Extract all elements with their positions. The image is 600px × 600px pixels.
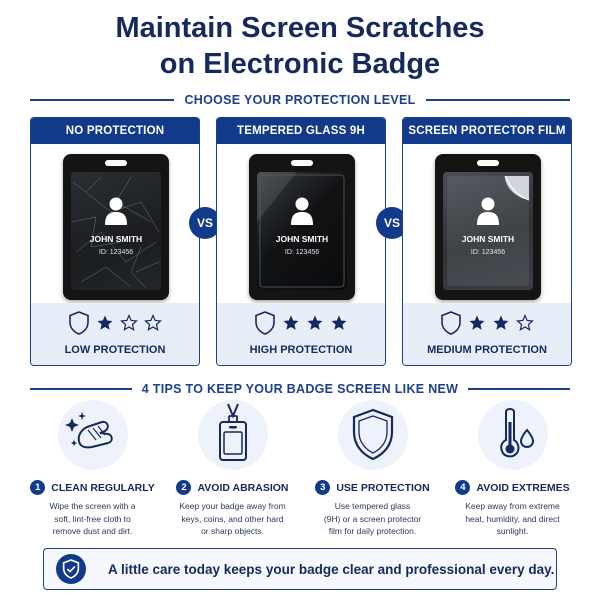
tips-section-heading-text: 4 TIPS TO KEEP YOUR BADGE SCREEN LIKE NEW — [141, 382, 459, 396]
banner-icon-circle — [56, 554, 86, 584]
tip-heading — [305, 480, 440, 495]
tip-line: (9H) or a screen protector — [323, 513, 422, 524]
badge-name: JOHN SMITH — [275, 234, 329, 244]
glass-reflection — [257, 172, 347, 290]
shield-outline-icon — [254, 311, 276, 335]
card-image — [217, 144, 385, 304]
film-overlay — [443, 172, 533, 290]
rating-panel — [217, 303, 385, 365]
shield-outline-icon — [440, 311, 462, 335]
rating-row — [403, 311, 571, 335]
cleaning-cloth-icon — [58, 400, 128, 470]
card-screen-protector-film — [402, 117, 572, 366]
tip-icon-circle — [198, 400, 268, 470]
tip-icon-circle — [338, 400, 408, 470]
page-title-line-1: Maintain Screen Scratches — [115, 12, 485, 44]
tip-number: 3 — [315, 480, 330, 495]
badge-slot — [291, 160, 313, 166]
star-outline-icon — [144, 314, 162, 332]
badge-id: ID: 123456 — [98, 249, 134, 256]
person-icon — [104, 196, 128, 226]
tip-line: Use tempered glass — [334, 501, 411, 511]
shield-outline-icon — [68, 311, 90, 335]
tip-line: Keep away from extreme — [465, 501, 560, 511]
person-icon — [290, 196, 314, 226]
divider-line — [30, 99, 174, 101]
star-icon — [306, 314, 324, 332]
divider-line — [468, 388, 570, 390]
tip-line: Wipe the screen with a — [49, 501, 136, 511]
protection-section-heading-text: CHOOSE YOUR PROTECTION LEVEL — [184, 93, 416, 107]
card-header: NO PROTECTION — [31, 118, 199, 144]
footer-banner — [43, 548, 557, 590]
badge-holder — [435, 154, 541, 300]
tip-title: CLEAN REGULARLY — [51, 481, 155, 494]
card-image — [31, 144, 199, 304]
star-icon — [96, 314, 114, 332]
tip-description — [309, 500, 436, 538]
star-outline-icon — [120, 314, 138, 332]
tip-description — [449, 500, 576, 538]
shield-check-icon — [62, 559, 80, 579]
tip-line: sunlight. — [496, 526, 529, 536]
rating-label: LOW PROTECTION — [64, 344, 166, 356]
rating-row — [217, 311, 385, 335]
tip-description — [169, 500, 296, 538]
tip-number: 2 — [176, 480, 191, 495]
vs-badge: VS — [189, 207, 221, 239]
tip-heading — [25, 480, 160, 495]
tip-line: or sharp objects. — [201, 526, 264, 536]
star-icon — [282, 314, 300, 332]
badge-lanyard-icon — [198, 400, 268, 470]
star-icon — [330, 314, 348, 332]
badge-holder — [63, 154, 169, 300]
tip-line: Keep your badge away from — [179, 501, 286, 511]
badge-id: ID: 123456 — [284, 249, 320, 256]
tip-line: heat, humidity, and direct — [465, 513, 560, 524]
shield-icon — [338, 400, 408, 470]
tips-section-heading — [30, 381, 570, 397]
tip-number: 4 — [455, 480, 470, 495]
badge-screen-film — [443, 172, 533, 290]
divider-line — [426, 99, 570, 101]
card-image — [403, 144, 571, 304]
card-header: SCREEN PROTECTOR FILM — [403, 118, 571, 144]
tip-heading — [165, 480, 300, 495]
tip-title: AVOID EXTREMES — [476, 481, 570, 494]
tip-description — [29, 500, 156, 538]
rating-label: MEDIUM PROTECTION — [427, 344, 547, 356]
divider-line — [30, 388, 132, 390]
page-title-line-2: on Electronic Badge — [159, 48, 441, 80]
badge-holder — [249, 154, 355, 300]
star-outline-icon — [516, 314, 534, 332]
thermometer-droplet-icon — [478, 400, 548, 470]
card-no-protection — [30, 117, 200, 366]
banner-text: A little care today keeps your badge clear and professional every day. — [108, 561, 555, 577]
tip-number: 1 — [30, 480, 45, 495]
vs-badge: VS — [376, 207, 408, 239]
tip-title: AVOID ABRASION — [197, 481, 289, 494]
badge-screen-scratched — [71, 172, 161, 290]
badge-slot — [105, 160, 127, 166]
tip-icon-circle — [478, 400, 548, 470]
badge-slot — [477, 160, 499, 166]
badge-id: ID: 123456 — [470, 249, 506, 256]
rating-label: HIGH PROTECTION — [249, 344, 353, 356]
rating-panel — [31, 303, 199, 365]
tip-line: remove dust and dirt. — [52, 526, 133, 536]
badge-screen-glass — [257, 172, 347, 290]
protection-section-heading — [30, 92, 570, 108]
tip-title: USE PROTECTION — [336, 481, 430, 494]
page-title — [0, 10, 600, 82]
rating-row — [31, 311, 199, 335]
scratches-overlay — [71, 172, 161, 290]
tip-line: film for daily protection. — [328, 526, 417, 536]
tip-line: keys, coins, and other hard — [181, 513, 284, 524]
star-icon — [492, 314, 510, 332]
rating-panel — [403, 303, 571, 365]
card-tempered-glass — [216, 117, 386, 366]
tip-icon-circle — [58, 400, 128, 470]
tip-heading — [445, 480, 580, 495]
star-icon — [468, 314, 486, 332]
badge-name: JOHN SMITH — [461, 234, 515, 244]
badge-name: JOHN SMITH — [89, 234, 143, 244]
person-icon — [476, 196, 500, 226]
card-header: TEMPERED GLASS 9H — [217, 118, 385, 144]
tip-line: soft, lint-free cloth to — [54, 513, 131, 524]
